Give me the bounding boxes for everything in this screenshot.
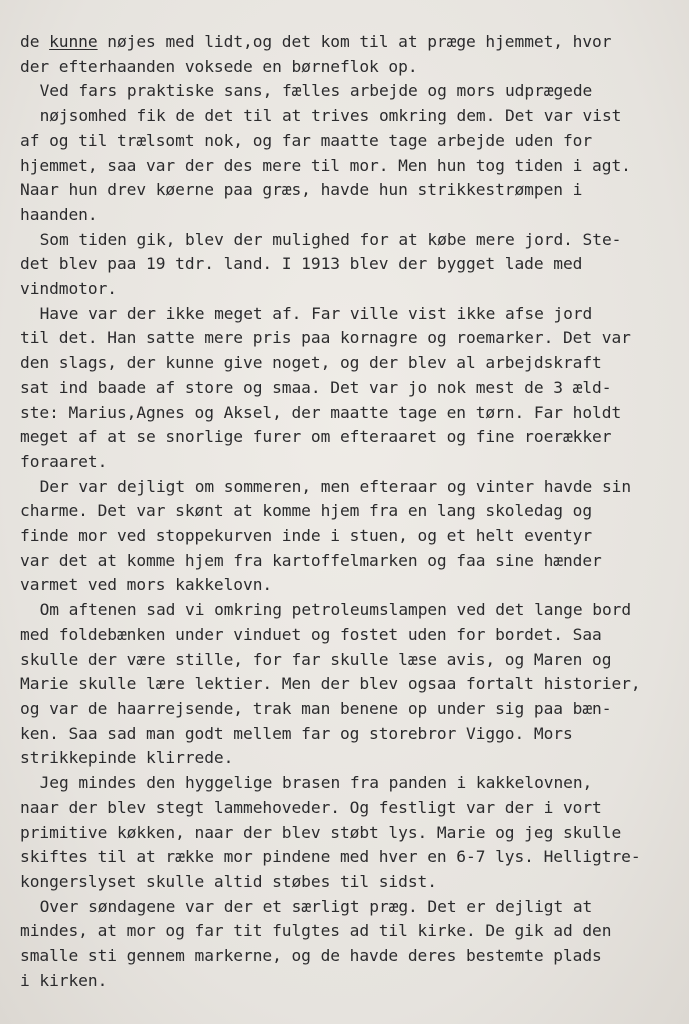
- text-line: meget af at se snorlige furer om efteraaret og fine roerækker: [20, 427, 612, 447]
- text-line: var det at komme hjem fra kartoffelmarken og faa sine hænder: [20, 550, 602, 570]
- text-line: sat ind baade af store og smaa. Det var jo nok mest de 3 æld-: [20, 377, 612, 397]
- text-line: haanden.: [20, 204, 98, 224]
- text-line: finde mor ved stoppekurven inde i stuen, og et helt eventyr: [20, 526, 593, 546]
- text-line: mindes, at mor og far tit fulgtes ad til kirke. De gik ad den: [20, 921, 612, 941]
- text-line: nøjsomhed fik de det til at trives omkring dem. Det var vist: [39, 106, 622, 126]
- text-line: hjemmet, saa var der des mere til mor. Men hun tog tiden i agt.: [20, 155, 631, 175]
- text-line: i kirken.: [20, 970, 108, 990]
- text-line: Marie skulle lære lektier. Men der blev ogsaa fortalt historier,: [20, 674, 641, 694]
- text-line: til det. Han satte mere pris paa kornagre og roemarker. Det var: [20, 328, 631, 348]
- text-line: Der var dejligt om sommeren, men efteraar og vinter havde sin: [39, 476, 632, 496]
- text-line: Om aftenen sad vi omkring petroleumslampen ved det lange bord: [39, 600, 632, 620]
- text-line: den slags, der kunne give noget, og der blev al arbejdskraft: [20, 353, 602, 373]
- text-line: primitive køkken, naar der blev støbt lys. Marie og jeg skulle: [20, 822, 622, 842]
- text-line: Have var der ikke meget af. Far ville vist ikke afse jord: [39, 303, 593, 323]
- text-line: skiftes til at række mor pindene med hver en 6-7 lys. Helligtre-: [20, 847, 641, 867]
- text-line: varmet ved mors kakkelovn.: [20, 575, 273, 595]
- text-line: Som tiden gik, blev der mulighed for at købe mere jord. Ste-: [39, 229, 622, 249]
- text-line: vindmotor.: [20, 279, 117, 299]
- text-line: Jeg mindes den hyggelige brasen fra panden i kakkelovnen,: [39, 773, 593, 793]
- text-line: Ved fars praktiske sans, fælles arbejde og mors udprægede: [39, 81, 593, 101]
- text-line: foraaret.: [20, 451, 108, 471]
- text-line: der efterhaanden voksede en børneflok op.: [20, 56, 418, 76]
- text-line: og var de haarrejsende, trak man benene op under sig paa bæn-: [20, 698, 612, 718]
- text-line: kongerslyset skulle altid støbes til sidst.: [20, 871, 437, 891]
- text-line: charme. Det var skønt at komme hjem fra en lang skoledag og: [20, 501, 593, 521]
- text-line: Naar hun drev køerne paa græs, havde hun strikkestrømpen i: [20, 180, 583, 200]
- text-line: Over søndagene var der et særligt præg. Det er dejligt at: [39, 896, 593, 916]
- text-line: med foldebænken under vinduet og fostet uden for bordet. Saa: [20, 624, 602, 644]
- text-line: smalle sti gennem markerne, og de havde deres bestemte plads: [20, 946, 602, 966]
- typewritten-text: [20, 30, 680, 993]
- text-line: af og til trælsomt nok, og far maatte tage arbejde uden for: [20, 130, 593, 150]
- text-line: strikkepinde klirrede.: [20, 748, 234, 768]
- text-line: ste: Marius,Agnes og Aksel, der maatte tage en tørn. Far holdt: [20, 402, 622, 422]
- text-line: naar der blev stegt lammehoveder. Og festligt var der i vort: [20, 797, 602, 817]
- text-line: skulle der være stille, for far skulle læse avis, og Maren og: [20, 649, 612, 669]
- text-line: ken. Saa sad man godt mellem far og storebror Viggo. Mors: [20, 723, 573, 743]
- text-line: det blev paa 19 tdr. land. I 1913 blev der bygget lade med: [20, 254, 583, 274]
- text-line: de kunne nøjes med lidt,og det kom til at præge hjemmet, hvor: [20, 32, 612, 51]
- underlined-word: kunne: [49, 32, 98, 51]
